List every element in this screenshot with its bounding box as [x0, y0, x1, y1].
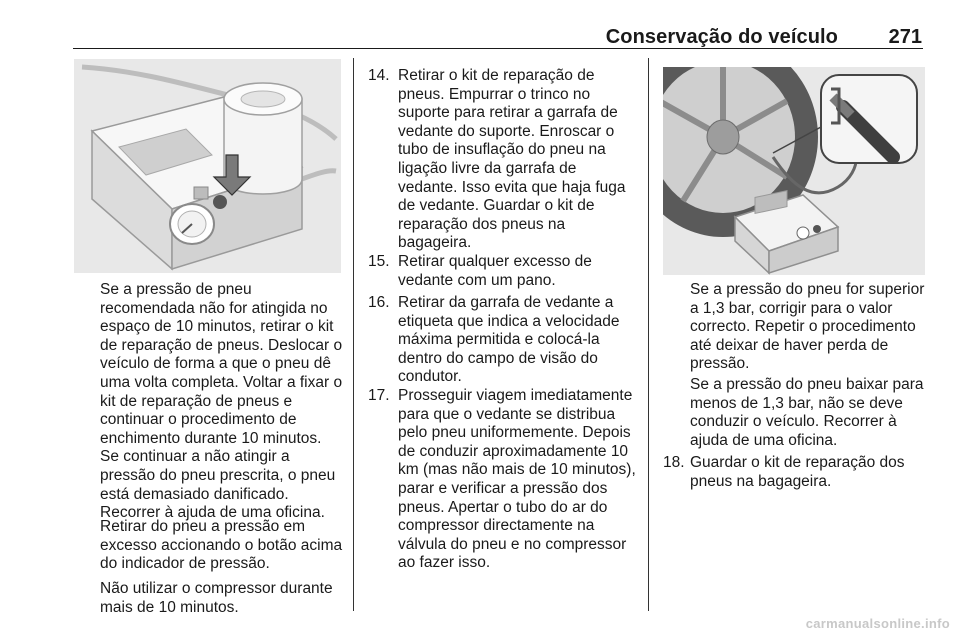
step-text: Prosseguir viagem imediatamente para que o vedante se distribua pelo pneu uniformemente. Depois de conduzir aproximadamente 10 km (mas não mais de 10 minutos), parar e verificar a pressão dos pneus. Apertar o tubo do ar do compressor directamente na válvula do pneu e no compressor ao fazer isso.	[398, 387, 636, 572]
header-rule	[73, 48, 923, 49]
step-text: Retirar o kit de reparação de pneus. Empurrar o trinco no suporte para retirar a garrafa de vedante do suporte. Enroscar o tubo de insuflação do pneu na ligação livre da garrafa de vedante. Isso evita que haja fuga de vedante. Guardar o kit de reparação dos pneus na bagageira.	[398, 67, 626, 252]
step-number: 17.	[368, 387, 390, 404]
column-divider-right	[648, 58, 649, 611]
step-number: 14.	[368, 67, 390, 84]
column-divider-left	[353, 58, 354, 611]
left-paragraph-2: Retirar do pneu a pressão em excesso accionando o botão acima do indicador de pressão.	[100, 518, 343, 573]
step-text: Retirar qualquer excesso de vedante com um pano.	[398, 253, 592, 289]
right-paragraph-2: Se a pressão do pneu baixar para menos de 1,3 bar, não se deve conduzir o veículo. Recorrer à ajuda de uma oficina.	[690, 376, 924, 449]
left-paragraph-1: Se a pressão de pneu recomendada não for atingida no espaço de 10 minutos, retirar o kit de reparação de pneus. Deslocar o veículo de forma a que o pneu dê uma volta completa. Voltar a fixar o kit de reparação de pneus e continuar o procedimento de enchimento durante 10 minutos. Se continuar a não atingir a pressão do pneu prescrita, o pneu está demasiado danificado. Recorrer à ajuda de uma oficina.	[100, 281, 343, 522]
step-text: Guardar o kit de reparação dos pneus na bagageira.	[690, 454, 905, 490]
page-number: 271	[888, 26, 922, 48]
wheel-compressor-illustration	[663, 67, 925, 275]
step-number: 18.	[663, 454, 685, 471]
step-number: 15.	[368, 253, 390, 270]
watermark: carmanualsonline.info	[805, 616, 950, 631]
section-title: Conservação do veículo	[605, 26, 838, 48]
compressor-illustration	[74, 59, 341, 273]
step-number: 16.	[368, 294, 390, 311]
left-paragraph-3: Não utilizar o compressor durante mais de 10 minutos.	[100, 580, 333, 616]
step-text: Retirar da garrafa de vedante a etiqueta que indica a velocidade máxima permitida e colocá-la dentro do campo de visão do condutor.	[398, 294, 620, 386]
right-paragraph-1: Se a pressão do pneu for superior a 1,3 bar, corrigir para o valor correcto. Repetir o procedimento até deixar de haver perda de pressão.	[690, 281, 925, 373]
